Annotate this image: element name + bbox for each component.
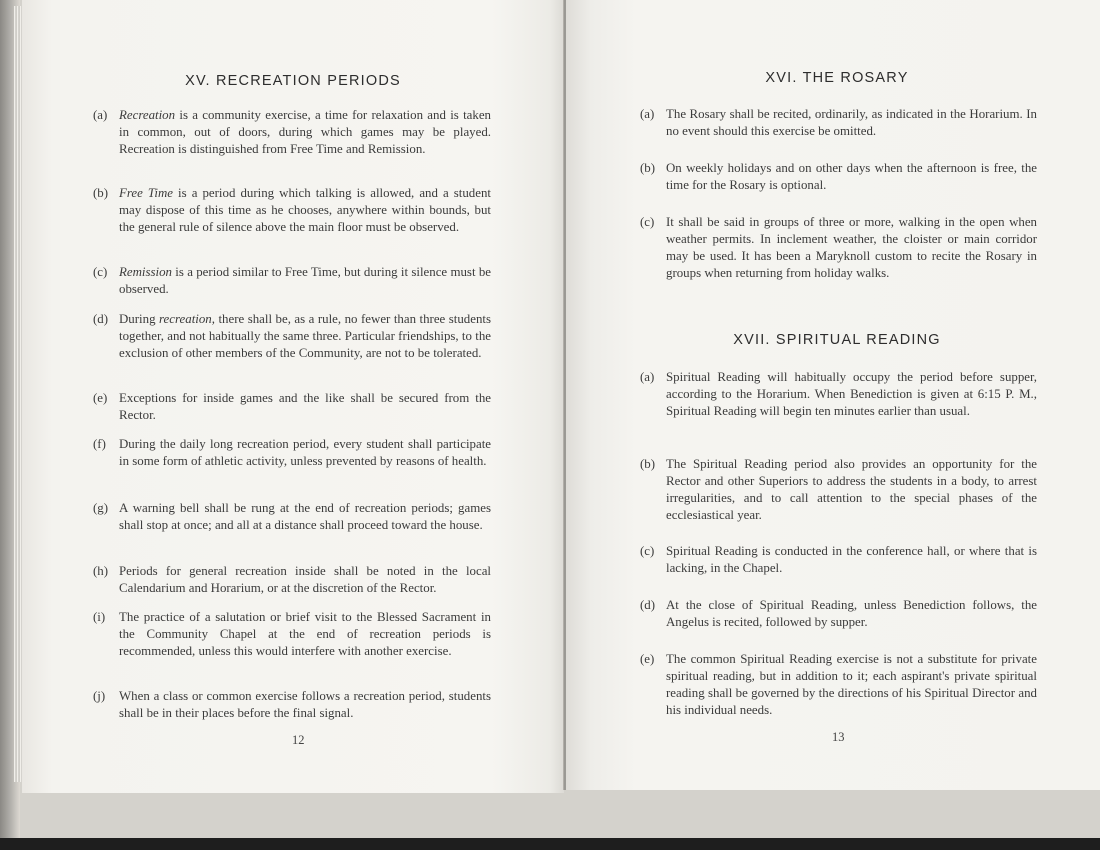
item-letter: (h) [93, 564, 109, 578]
right-page [566, 0, 1100, 790]
list-item [93, 264, 491, 298]
page-number: 12 [292, 733, 305, 747]
page-number: 13 [832, 730, 845, 744]
list-item [93, 185, 491, 236]
item-letter: (b) [93, 186, 109, 200]
section-heading-rosary: XVI. THE ROSARY [765, 70, 909, 86]
item-letter: (b) [640, 161, 656, 175]
scanner-edge [0, 838, 1100, 850]
item-letter: (g) [93, 501, 109, 515]
item-text: On weekly holidays and on other days when the afternoon is free, the time for the Rosary is optional. [666, 161, 1037, 192]
item-prefix: During [119, 312, 160, 326]
list-item [640, 106, 1037, 140]
item-letter: (f) [93, 437, 106, 451]
list-item [640, 456, 1037, 524]
item-text: Spiritual Reading is conducted in the conference hall, or where that is lacking, in the Chapel. [666, 544, 1037, 575]
item-letter: (a) [93, 108, 108, 122]
item-letter: (a) [640, 370, 655, 384]
item-term: Recreation [119, 108, 176, 122]
list-item [93, 311, 491, 362]
item-text: The Rosary shall be recited, ordinarily, as indicated in the Horarium. In no event should this exercise be omitted. [666, 107, 1037, 138]
item-letter: (a) [640, 107, 655, 121]
item-letter: (c) [640, 544, 655, 558]
left-page [22, 0, 564, 793]
item-text: When a class or common exercise follows a recreation period, students shall be in their places before the final signal. [119, 689, 491, 720]
list-item [93, 563, 491, 597]
item-term: recreation, [159, 312, 215, 326]
item-letter: (b) [640, 457, 656, 471]
item-text: The common Spiritual Reading exercise is not a substitute for private spiritual reading, but in addition to it; each aspirant's private spiritual reading shall be governed by the directions of his Spiritual Director and his individual needs. [666, 652, 1037, 717]
list-item [640, 651, 1037, 719]
item-letter: (j) [93, 689, 106, 703]
list-item [93, 390, 491, 424]
item-letter: (d) [640, 598, 656, 612]
item-text: is a community exercise, a time for relaxation and is taken in common, out of doors, during which games may be played. Recreation is distinguished from Free Time and Remission. [119, 108, 491, 156]
item-letter: (c) [93, 265, 108, 279]
item-text: Spiritual Reading will habitually occupy the period before supper, according to the Horarium. When Benediction is given at 6:15 P. M., Spiritual Reading will begin ten minutes earlier than usual. [666, 370, 1037, 418]
list-item [640, 543, 1037, 577]
item-text: It shall be said in groups of three or more, walking in the open when weather permits. In inclement weather, the cloister or main corridor may be used. It has been a Maryknoll custom to recite the Rosary in groups when returning from holiday walks. [666, 215, 1037, 280]
item-text: Exceptions for inside games and the like shall be secured from the Rector. [119, 391, 491, 422]
item-letter: (d) [93, 312, 109, 326]
list-item [640, 597, 1037, 631]
list-item [93, 107, 491, 158]
section-heading-spiritual-reading: XVII. SPIRITUAL READING [733, 332, 941, 348]
item-text: The Spiritual Reading period also provides an opportunity for the Rector and other Superiors to address the students in a body, to arrest irregularities, and to call attention to the special phases of the ecclesiastical year. [666, 457, 1037, 522]
item-text: The practice of a salutation or brief visit to the Blessed Sacrament in the Community Chapel at the end of recreation periods is recommended, unless this would interfere with another exercise. [119, 610, 491, 658]
page-edge [14, 6, 22, 782]
item-letter: (e) [640, 652, 655, 666]
item-text: A warning bell shall be rung at the end of recreation periods; games shall stop at once; and all at a distance shall proceed toward the house. [119, 501, 491, 532]
item-text: During the daily long recreation period, every student shall participate in some form of athletic activity, unless prevented by reasons of health. [119, 437, 491, 468]
item-text: is a period similar to Free Time, but during it silence must be observed. [119, 265, 491, 296]
item-term: Remission [119, 265, 172, 279]
list-item [640, 160, 1037, 194]
section-heading-recreation: XV. RECREATION PERIODS [185, 73, 401, 89]
item-letter: (i) [93, 610, 106, 624]
item-letter: (e) [93, 391, 108, 405]
item-text: there shall be, as a rule, no fewer than three students together, and not habitually the same three. Particular friendships, to the exclusion of other members of the Community, are not to be tolerated. [119, 312, 491, 360]
item-text: Periods for general recreation inside shall be noted in the local Calendarium and Horarium, or at the discretion of the Rector. [119, 564, 491, 595]
item-text: is a period during which talking is allowed, and a student may dispose of this time as he chooses, anywhere within bounds, but the general rule of silence above the main floor must be observed. [119, 186, 491, 234]
list-item [640, 214, 1037, 282]
list-item [93, 609, 491, 660]
list-item [93, 500, 491, 534]
item-letter: (c) [640, 215, 655, 229]
list-item [93, 436, 491, 470]
list-item [93, 688, 491, 722]
item-text: At the close of Spiritual Reading, unless Benediction follows, the Angelus is recited, followed by supper. [666, 598, 1037, 629]
list-item [640, 369, 1037, 420]
item-term: Free Time [119, 186, 173, 200]
